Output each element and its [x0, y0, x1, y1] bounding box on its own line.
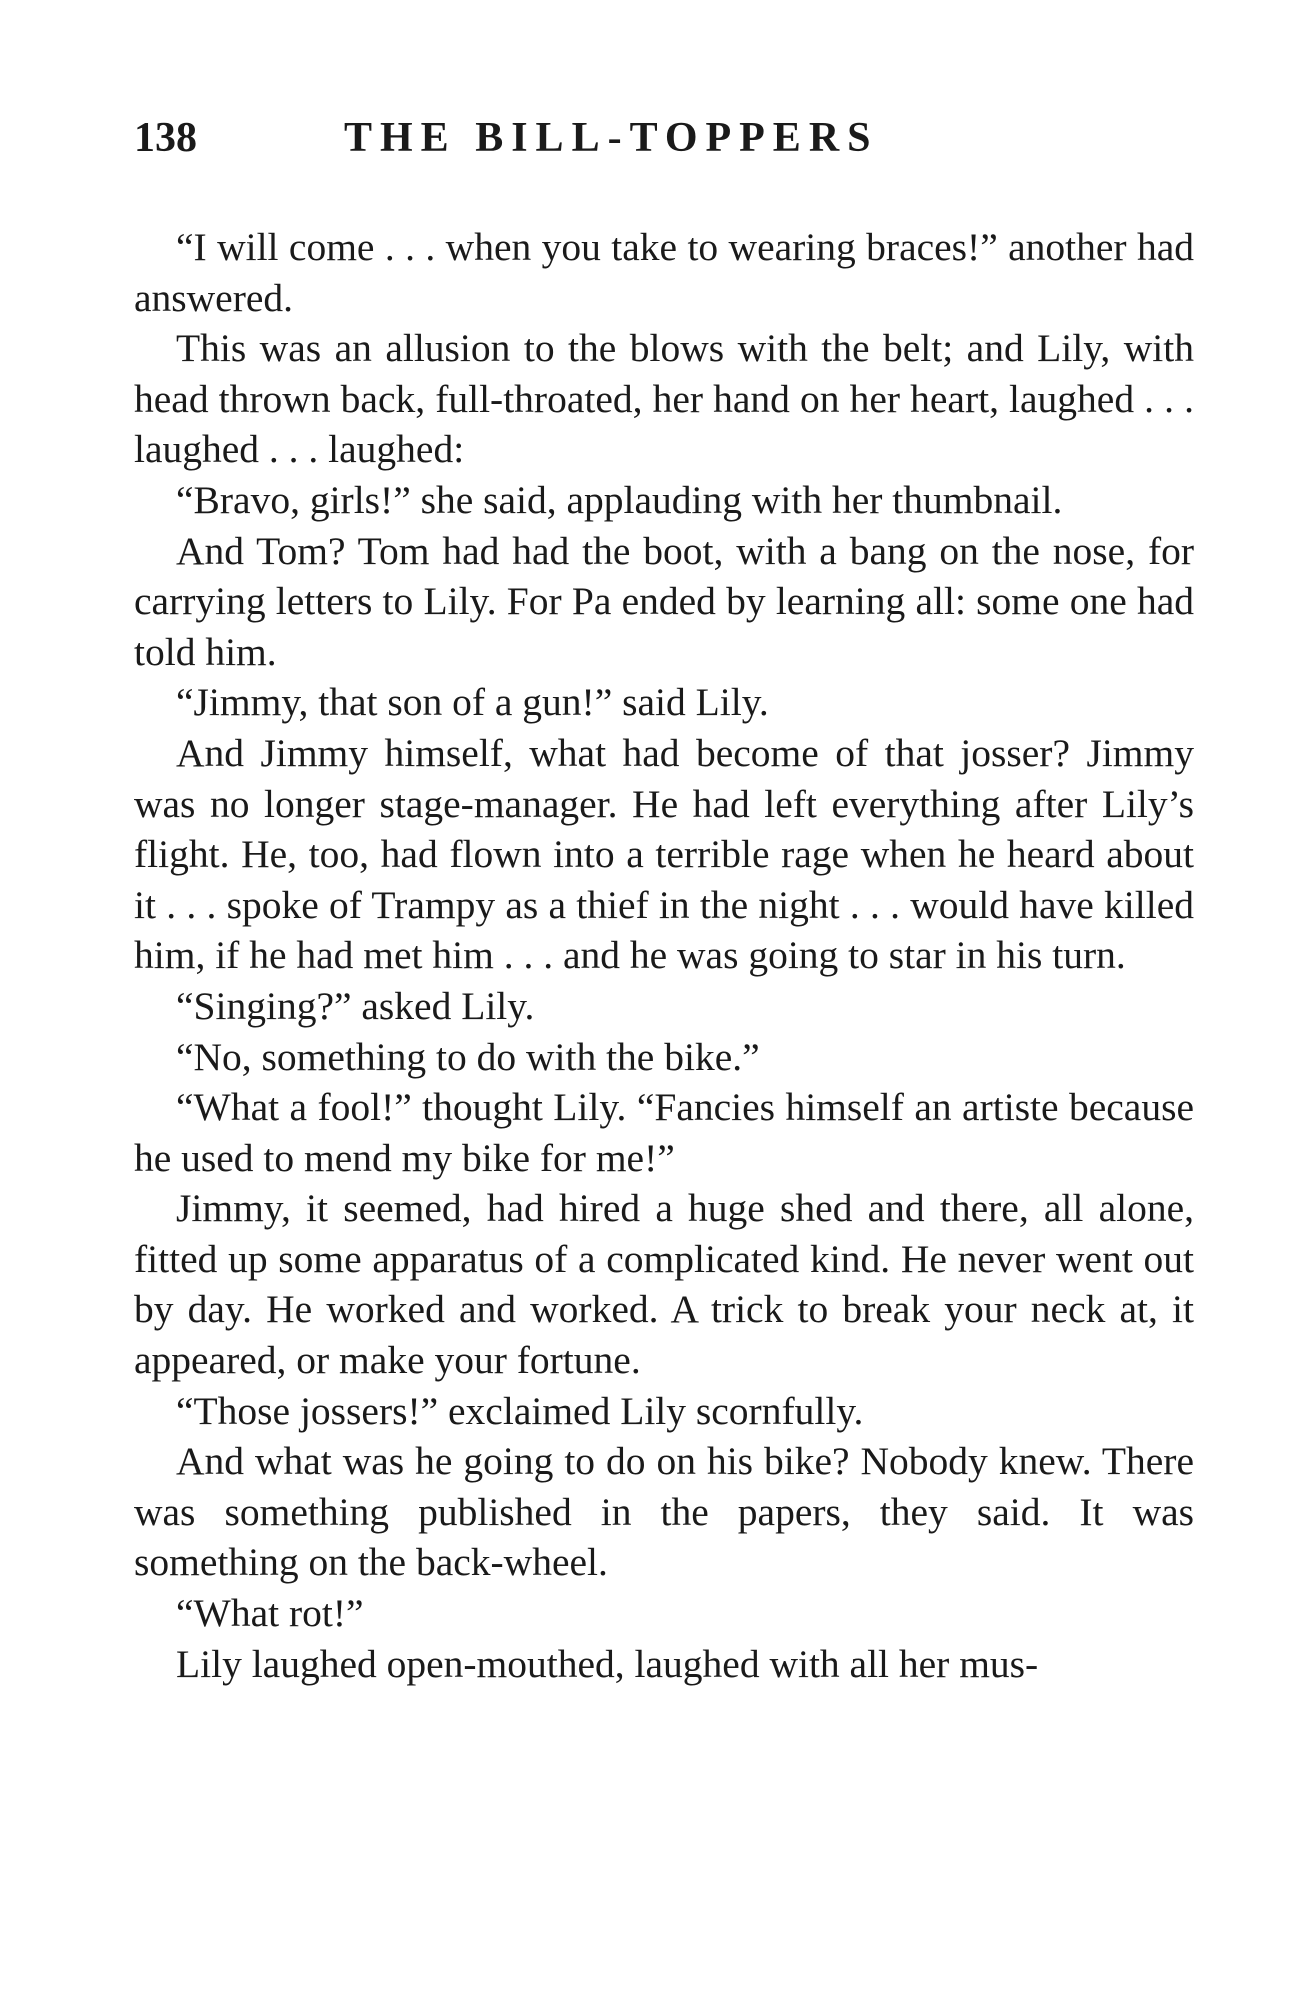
- paragraph: “What a fool!” thought Lily. “Fancies himself an artiste because he used to mend my bike for me!”: [134, 1085, 1194, 1180]
- paragraph: Lily laughed open-mouthed, laughed with all her mus-: [176, 1641, 1039, 1686]
- body-text: [134, 222, 1194, 1689]
- page-number: 138: [134, 115, 197, 161]
- paragraph: Jimmy, it seemed, had hired a huge shed and there, all alone, fitted up some apparatus of a complicated kind. He never went out by day. He worked and worked. A trick to break your neck at, it appeared, or make your fortune.: [134, 1186, 1194, 1383]
- paragraph: “Singing?” asked Lily.: [176, 983, 535, 1028]
- paragraph: And Jimmy himself, what had become of that josser? Jimmy was no longer stage-manager. He had left everything after Lily’s flight. He, too, had flown into a terrible rage when he heard about it . . . spoke of Trampy as a thief in the night . . . would have killed him, if he had met him . . . and he was going to star in his turn.: [134, 730, 1194, 978]
- paragraph: “Bravo, girls!” she said, applauding with her thumbnail.: [176, 477, 1063, 522]
- paragraph: “What rot!”: [176, 1591, 364, 1636]
- paragraph: And Tom? Tom had had the boot, with a bang on the nose, for carrying letters to Lily. For Pa ended by learning all: some one had told him.: [134, 528, 1194, 674]
- paragraph: “No, something to do with the bike.”: [176, 1034, 760, 1079]
- running-title: THE BILL-TOPPERS: [344, 115, 879, 161]
- paragraph: “Jimmy, that son of a gun!” said Lily.: [176, 680, 769, 725]
- running-head: [134, 108, 1194, 168]
- paragraph: This was an allusion to the blows with the belt; and Lily, with head thrown back, full-throated, her hand on her heart, laughed . . . laughed . . . laughed:: [134, 326, 1194, 472]
- paragraph: And what was he going to do on his bike? Nobody knew. There was something published in the papers, they said. It was something on the back-wheel.: [134, 1439, 1194, 1585]
- paragraph: “I will come . . . when you take to wearing braces!” another had answered.: [134, 225, 1194, 320]
- paragraph: “Those jossers!” exclaimed Lily scornfully.: [176, 1388, 864, 1433]
